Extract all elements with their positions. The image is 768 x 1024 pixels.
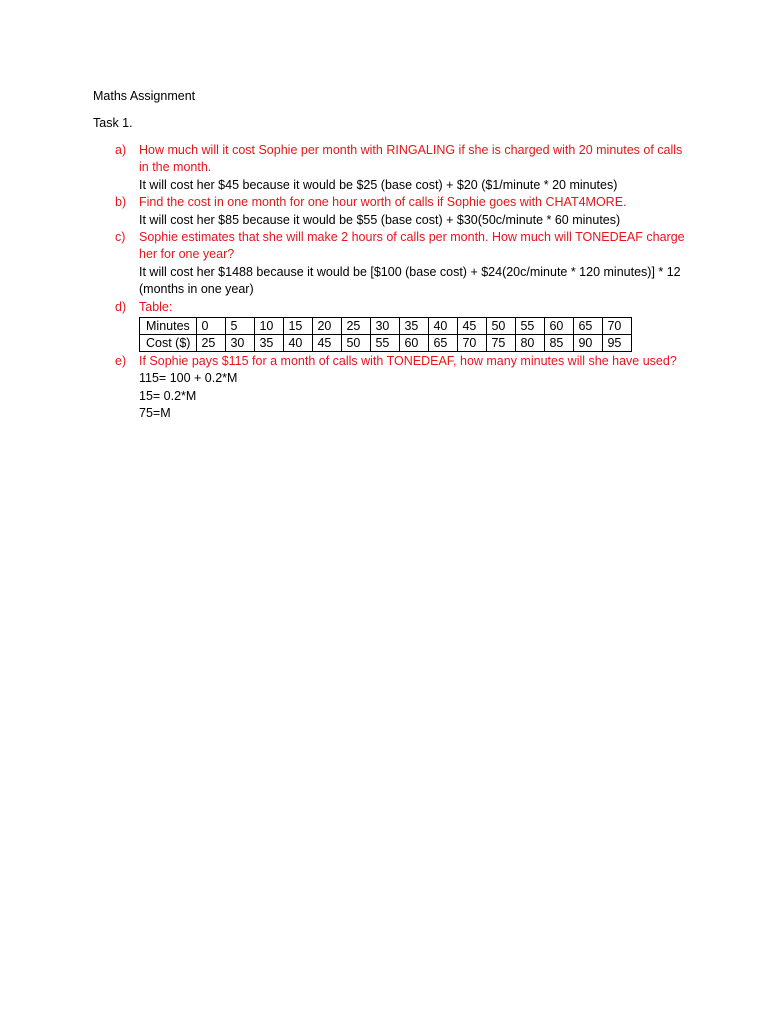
table-cell: 0	[197, 318, 226, 335]
table-cell: 40	[284, 335, 313, 352]
table-cell: 60	[545, 318, 574, 335]
question-text: How much will it cost Sophie per month with RINGALING if she is charged with 20 minutes of calls in the month.	[139, 143, 683, 175]
table-cell: 40	[429, 318, 458, 335]
question-item-a	[93, 142, 693, 194]
document-title: Maths Assignment	[93, 89, 196, 103]
answer-working	[139, 370, 693, 422]
table-cell: 55	[371, 335, 400, 352]
question-text: Sophie estimates that she will make 2 hours of calls per month. How much will TONEDEAF charge her for one year?	[139, 230, 685, 262]
table-cell: 45	[313, 335, 342, 352]
table-row-cost	[140, 335, 632, 352]
table-cell: 30	[226, 335, 255, 352]
equation-line: 115= 100 + 0.2*M	[139, 371, 238, 386]
question-item-e	[93, 353, 693, 423]
table-cell: 30	[371, 318, 400, 335]
answer-text: It will cost her $85 because it would be $55 (base cost) + $30(50c/minute * 60 minutes)	[139, 212, 621, 227]
table-cell: 60	[400, 335, 429, 352]
table-cell: 55	[516, 318, 545, 335]
table-cell: 80	[516, 335, 545, 352]
question-marker: c)	[115, 230, 126, 245]
table-cell: 90	[574, 335, 603, 352]
question-item-b	[93, 194, 693, 229]
row-header-minutes: Minutes	[140, 318, 197, 335]
question-marker: b)	[115, 195, 127, 210]
table-cell: 45	[458, 318, 487, 335]
answer-text: It will cost her $1488 because it would be [$100 (base cost) + $24(20c/minute * 120 minutes)] * 12 (months in one year)	[139, 264, 681, 297]
table-cell: 5	[226, 318, 255, 335]
table-cell: 50	[487, 318, 516, 335]
question-marker: e)	[115, 354, 127, 369]
table-cell: 70	[603, 318, 632, 335]
table-cell: 85	[545, 335, 574, 352]
question-text: Find the cost in one month for one hour worth of calls if Sophie goes with CHAT4MORE.	[139, 195, 627, 210]
question-text: Table:	[139, 299, 173, 314]
table-cell: 95	[603, 335, 632, 352]
table-cell: 35	[255, 335, 284, 352]
equation-line: 75=M	[139, 406, 171, 421]
question-item-c	[93, 229, 693, 299]
answer-text: It will cost her $45 because it would be $25 (base cost) + $20 ($1/minute * 20 minutes)	[139, 177, 618, 192]
question-list	[93, 142, 693, 423]
table-cell: 70	[458, 335, 487, 352]
table-wrapper	[139, 316, 693, 353]
table-cell: 15	[284, 318, 313, 335]
table-cell: 10	[255, 318, 284, 335]
question-text: If Sophie pays $115 for a month of calls with TONEDEAF, how many minutes will she have used?	[139, 354, 677, 369]
table-cell: 50	[342, 335, 371, 352]
table-cell: 25	[197, 335, 226, 352]
table-cell: 75	[487, 335, 516, 352]
question-item-d	[93, 299, 693, 353]
table-cell: 35	[400, 318, 429, 335]
table-cell: 25	[342, 318, 371, 335]
minutes-cost-table	[139, 317, 632, 352]
table-cell: 20	[313, 318, 342, 335]
equation-line: 15= 0.2*M	[139, 388, 197, 403]
table-cell: 65	[574, 318, 603, 335]
question-marker: a)	[115, 143, 127, 157]
task-label: Task 1.	[93, 116, 133, 130]
table-row-minutes	[140, 318, 632, 335]
row-header-cost: Cost ($)	[140, 335, 197, 352]
question-marker: d)	[115, 299, 127, 314]
table-cell: 65	[429, 335, 458, 352]
